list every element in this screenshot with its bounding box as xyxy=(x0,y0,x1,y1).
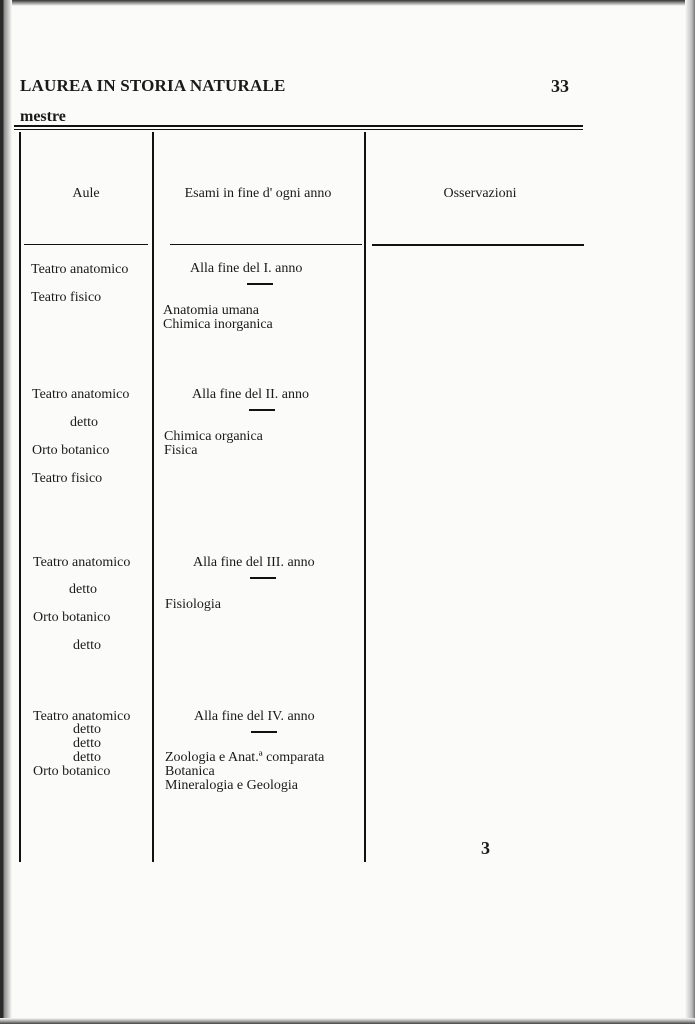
header-rule-bottom xyxy=(14,129,583,130)
aule-cell: detto xyxy=(70,415,98,430)
aule-cell: Teatro anatomico xyxy=(32,387,130,402)
aule-cell: detto xyxy=(73,736,101,751)
page-edge-bottom xyxy=(0,1018,695,1024)
exam-item: Fisiologia xyxy=(165,597,222,612)
column-header-esami: Esami in fine d' ogni anno xyxy=(184,186,332,201)
table-rule-col1 xyxy=(152,132,154,862)
year-title: Alla fine del IV. anno xyxy=(194,709,315,724)
page-edge-right xyxy=(685,0,695,1024)
page-edge-left xyxy=(0,0,12,1024)
table-rule-left xyxy=(19,132,21,862)
column-header-rule-1 xyxy=(24,244,148,245)
aule-cell: Teatro fisico xyxy=(32,471,103,486)
exam-item: Zoologia e Anat.ª comparata xyxy=(165,750,325,765)
table-rule-col2 xyxy=(364,132,366,862)
exam-item: Mineralogia e Geologia xyxy=(165,778,298,793)
aule-cell: Teatro anatomico xyxy=(31,262,129,277)
aule-cell: detto xyxy=(73,722,101,737)
year-title-dash xyxy=(249,409,275,411)
year-title: Alla fine del I. anno xyxy=(190,261,303,276)
exam-item: Botanica xyxy=(165,764,215,779)
exam-item: Anatomia umana xyxy=(163,303,260,318)
exam-item: Chimica organica xyxy=(164,429,263,444)
year-title-dash xyxy=(250,577,276,579)
aule-cell: Orto botanico xyxy=(33,764,111,779)
page-number: 33 xyxy=(551,76,569,96)
column-header-aule: Aule xyxy=(72,186,100,201)
column-header-osservazioni: Osservazioni xyxy=(443,186,517,201)
column-header-rule-2 xyxy=(170,244,362,245)
aule-cell: detto xyxy=(73,750,101,765)
page-title: LAUREA IN STORIA NATURALE xyxy=(20,76,286,95)
aule-cell: Teatro anatomico xyxy=(33,709,131,724)
column-header-rule-3 xyxy=(372,244,584,246)
aule-cell: Orto botanico xyxy=(33,610,111,625)
exam-item: Chimica inorganica xyxy=(163,317,273,332)
year-title: Alla fine del II. anno xyxy=(192,387,310,402)
aule-cell: detto xyxy=(69,582,97,597)
year-title: Alla fine del III. anno xyxy=(193,555,315,570)
aule-cell: Teatro anatomico xyxy=(33,555,131,570)
aule-cell: Orto botanico xyxy=(32,443,110,458)
aule-cell: detto xyxy=(73,638,101,653)
signature-mark: 3 xyxy=(481,838,490,858)
exam-item: Fisica xyxy=(164,443,198,458)
section-subtitle: mestre xyxy=(20,108,66,125)
aule-cell: Teatro fisico xyxy=(31,290,102,305)
header-rule-top xyxy=(14,125,583,127)
year-title-dash xyxy=(251,731,277,733)
year-title-dash xyxy=(247,283,273,285)
page-edge-top xyxy=(0,0,695,6)
